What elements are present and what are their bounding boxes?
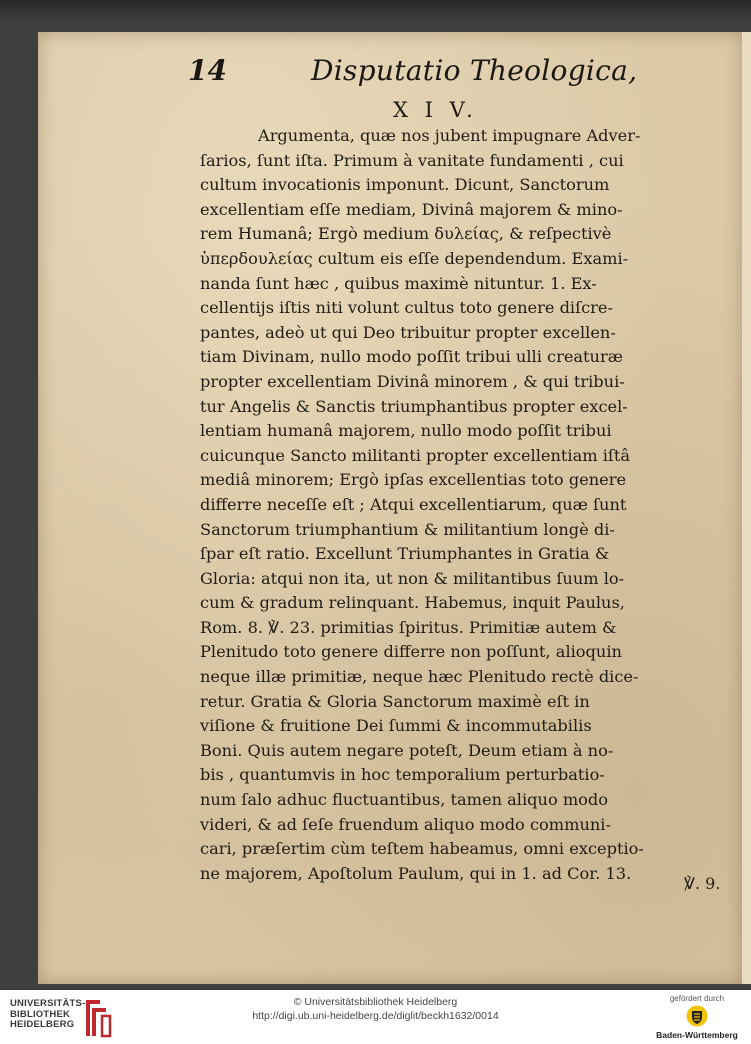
text-line: excellentiam eſſe mediam, Divinâ majorem & mino- xyxy=(200,199,623,219)
library-name-line: BIBLIOTHEK xyxy=(10,1008,71,1020)
sponsor-name: Baden-Württemberg xyxy=(656,1030,738,1040)
text-line: videri, & ad ſeſe fruendum aliquo modo communi- xyxy=(200,814,611,834)
text-line: nanda ſunt hæc , quibus maximè nituntur. 1. Ex- xyxy=(200,273,597,293)
text-line: Boni. Quis autem negare poteſt, Deum etiam à no- xyxy=(200,740,614,760)
scan-top-edge xyxy=(0,0,751,22)
sponsor-logo[interactable] xyxy=(649,994,745,1042)
catchword: ℣. 9. xyxy=(684,874,721,893)
text-line: propter excellentiam Divinâ minorem , & qui tribui- xyxy=(200,371,625,391)
page-edge xyxy=(742,32,751,984)
library-name-line: HEIDELBERG xyxy=(10,1019,75,1030)
body-text xyxy=(200,124,740,886)
text-line: ſpar eſt ratio. Excellunt Triumphantes in Gratia & xyxy=(200,544,610,564)
text-line: lentiam humanâ majorem, nullo modo poſſit tribui xyxy=(200,421,612,441)
page-number: 14 xyxy=(188,54,227,87)
library-name-line: UNIVERSITÄTS- xyxy=(10,998,86,1009)
text-line: Argumenta, quæ nos jubent impugnare Adver- xyxy=(258,126,641,145)
text-line: ſarios, ſunt iſta. Primum à vanitate fundamenti , cui xyxy=(200,150,624,170)
text-line: viſione & fruitione Dei ſummi & incommutabilis xyxy=(200,716,592,736)
permalink[interactable]: http://digi.ub.uni-heidelberg.de/diglit/beckh1632/0014 xyxy=(252,1010,499,1022)
viewer-footer xyxy=(0,990,751,1044)
text-line: tur Angelis & Sanctis triumphantibus propter excel- xyxy=(200,396,628,416)
text-line: cum & gradum relinquant. Habemus, inquit Paulus, xyxy=(200,593,625,613)
text-line: cellentijs iſtis niti volunt cultus toto genere diſcre- xyxy=(200,298,613,318)
text-line: differre neceſſe eſt ; Atqui excellentiarum, quæ ſunt xyxy=(200,494,627,514)
text-line: cultum invocationis imponunt. Dicunt, Sanctorum xyxy=(200,175,610,195)
section-numeral: X I V. xyxy=(393,98,478,122)
running-head: Disputatio Theologica, xyxy=(311,54,638,87)
text-line: ne majorem, Apoſtolum Paulum, qui in 1. ad Cor. 13. xyxy=(200,863,632,883)
sponsor-label: gefördert durch xyxy=(669,994,725,1003)
text-line: neque illæ primitiæ, neque hæc Plenitudo rectè dice- xyxy=(200,667,639,687)
text-line: Sanctorum triumphantium & militantium longè di- xyxy=(200,519,615,539)
page-header xyxy=(188,50,708,98)
text-line: ὑπερδουλείας cultum eis eſſe dependendum. Exami- xyxy=(200,248,629,268)
text-line: pantes, adeò ut qui Deo tribuitur propter excellen- xyxy=(200,322,616,342)
text-line: mediâ minorem; Ergò ipſas excellentias toto genere xyxy=(200,470,627,490)
text-line: cuicunque Sancto militanti propter excellentiam iſtâ xyxy=(200,445,631,465)
text-line: rem Humanâ; Ergò medium δυλείας, & reſpectivè xyxy=(200,224,612,244)
text-line: Rom. 8. ℣. 23. primitias ſpiritus. Primitiæ autem & xyxy=(200,617,617,637)
text-line: Plenitudo toto genere differre non poſſunt, alioquin xyxy=(200,642,622,662)
text-line: Gloria: atqui non ita, ut non & militantibus ſuum lo- xyxy=(200,568,625,588)
copyright-notice: © Universitätsbibliothek Heidelberg xyxy=(293,996,458,1008)
text-line: cari, præſertim cùm teſtem habeamus, omni exceptio- xyxy=(200,839,644,859)
state-coat-of-arms-icon xyxy=(686,1005,708,1027)
text-line: retur. Gratia & Gloria Sanctorum maximè eſt in xyxy=(200,691,590,711)
book-page xyxy=(38,32,742,984)
text-line: num ſalo adhuc fluctuantibus, tamen aliquo modo xyxy=(200,790,609,810)
text-line: bis , quantumvis in hoc temporalium perturbatio- xyxy=(200,765,605,785)
text-line: tiam Divinam, nullo modo poſſit tribui ulli creaturæ xyxy=(200,347,623,367)
